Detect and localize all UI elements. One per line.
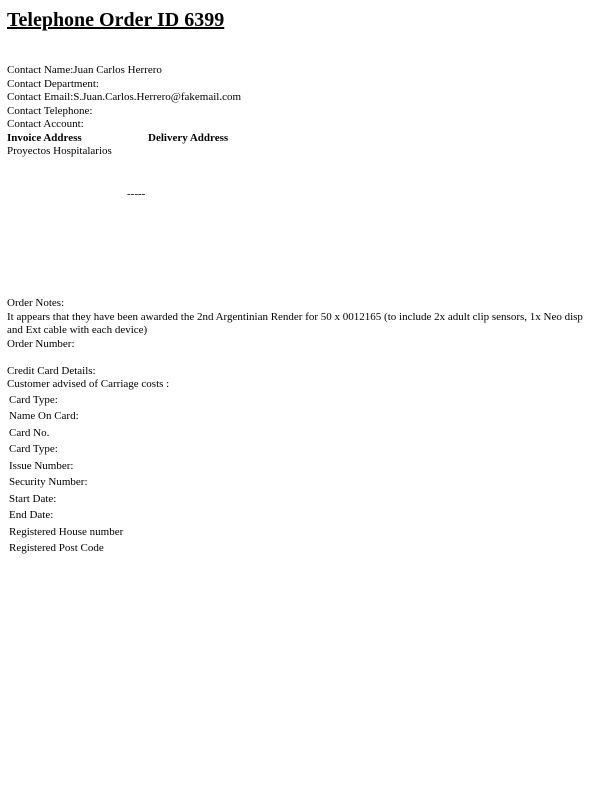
credit-card-field-issue-number: Issue Number: [9, 459, 74, 472]
contact-email-value: S.Juan.Carlos.Herrero@fakemail.com [73, 91, 242, 103]
credit-card-field-card-type: Card Type: [9, 393, 58, 406]
delivery-address-header: Delivery Address [148, 131, 229, 144]
credit-card-block [7, 365, 605, 557]
order-block [7, 297, 605, 351]
order-notes-label: Order Notes: [7, 297, 65, 309]
contact-account-label: Contact Account: [7, 118, 84, 130]
credit-card-field-name-on-card: Name On Card: [9, 410, 79, 422]
contact-department-line [7, 78, 605, 92]
credit-card-field-registered-house-number: Registered House number [9, 525, 124, 538]
carriage-costs-note: Customer advised of Carriage costs : [7, 378, 170, 390]
contact-name-value: Juan Carlos Herrero [73, 64, 162, 76]
contact-name-line [7, 64, 605, 78]
contact-email-line [7, 91, 605, 105]
contact-block [7, 64, 605, 132]
page-title: Telephone Order ID 6399 [7, 9, 225, 31]
credit-card-details-label: Credit Card Details: [7, 364, 96, 377]
credit-card-field-security-number: Security Number: [9, 476, 88, 488]
contact-telephone-line [7, 105, 605, 119]
invoice-address-header: Invoice Address [7, 131, 82, 144]
contact-telephone-label: Contact Telephone: [7, 104, 93, 117]
contact-email-label: Contact Email: [7, 91, 74, 103]
contact-account-line [7, 118, 605, 132]
contact-department-label: Contact Department: [7, 77, 99, 90]
credit-card-field-end-date: End Date: [9, 509, 54, 521]
address-headers-row [7, 132, 605, 146]
address-separator: ----- [127, 187, 146, 200]
order-number-label: Order Number: [7, 337, 75, 350]
credit-card-field-card-no: Card No. [9, 426, 50, 439]
contact-name-label: Contact Name: [7, 64, 74, 76]
credit-card-field-card-type-2: Card Type: [9, 443, 58, 455]
order-notes-text: It appears that they have been awarded the 2nd Argentinian Render for 50 x 0012165 (to include 2x adult clip sensors, 1x Neo disp and Ext cable with each device) [7, 310, 583, 336]
credit-card-field-registered-post-code: Registered Post Code [9, 542, 104, 554]
invoice-address-line: Proyectos Hospitalarios [7, 145, 112, 157]
credit-card-field-start-date: Start Date: [9, 492, 57, 505]
